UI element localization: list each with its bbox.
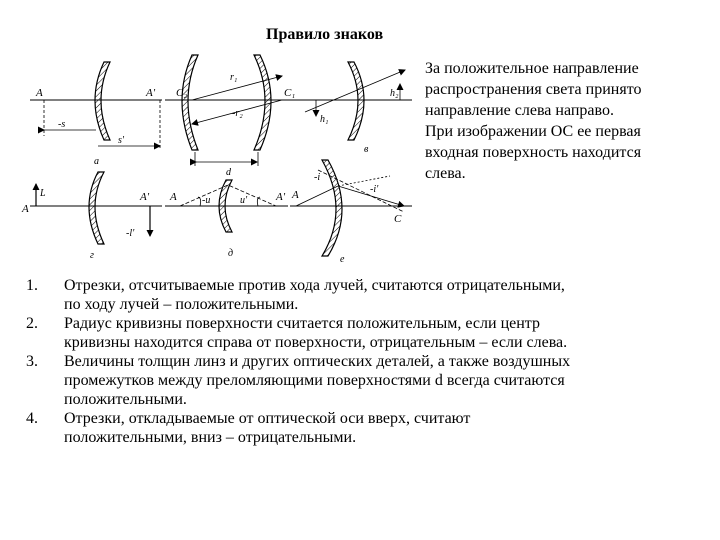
point-A-label: A <box>292 189 299 201</box>
r1-label: r₁ <box>230 72 238 83</box>
rule-item <box>26 409 716 447</box>
point-A-prime-label: A' <box>140 191 150 203</box>
panel-a <box>30 62 162 167</box>
sign-convention-figure <box>0 40 420 270</box>
u-label: -u <box>202 195 211 206</box>
lens-surface <box>322 160 342 256</box>
rule-text-line: положительными, вниз – отрицательными. <box>64 429 357 446</box>
rule-text <box>64 314 716 352</box>
lens-surface-1 <box>182 55 198 150</box>
rule-number: 4. <box>26 410 38 427</box>
rule-text-line: положительными. <box>64 391 187 408</box>
rule-text <box>64 409 716 447</box>
point-A-prime-label: A' <box>276 191 286 203</box>
panel-g-caption: г <box>90 250 94 261</box>
lens-surface <box>95 62 110 140</box>
side-note-line: При изображении ОС ее первая <box>425 123 641 140</box>
side-note-line: распространения света принято <box>425 81 642 98</box>
panel-e <box>290 160 412 265</box>
l-prime-label: -l' <box>126 228 135 239</box>
rules-list <box>26 276 716 447</box>
rule-text <box>64 276 716 314</box>
c1-label: C₁ <box>284 87 296 99</box>
i-label: -i <box>314 172 321 183</box>
rule-text-line: по ходу лучей – положительными. <box>64 296 299 313</box>
panel-v <box>300 62 412 155</box>
panel-a-caption: а <box>94 156 99 167</box>
c2-label: C₂ <box>176 87 188 99</box>
L-label: L <box>40 188 46 199</box>
panel-d <box>165 180 288 259</box>
rule-text-line: промежутков между преломляющими поверхностями d всегда считаются <box>64 372 565 389</box>
i-prime-label: -i' <box>370 184 379 195</box>
rule-text-line: Отрезки, откладываемые от оптической оси вверх, считают <box>64 410 471 427</box>
rule-text-line: Радиус кривизны поверхности считается положительным, если центр <box>64 315 540 332</box>
rule-text-line: Отрезки, отсчитываемые против хода лучей, считаются отрицательными, <box>64 277 565 294</box>
side-note <box>425 58 715 184</box>
s-prime-label: s' <box>118 135 125 146</box>
s-label: -s <box>58 119 66 130</box>
panel-b <box>165 55 308 178</box>
h1-label: h₁ <box>320 114 329 125</box>
panel-g <box>21 172 162 261</box>
point-A-prime-label: A' <box>146 87 156 99</box>
lens-surface-2 <box>254 55 271 150</box>
point-A-label: A <box>36 87 43 99</box>
h2-label: h₂ <box>390 88 399 99</box>
rule-text-line: кривизны находится справа от поверхности, отрицательным – если слева. <box>64 334 568 351</box>
side-note-line: входная поверхность находится <box>425 144 642 161</box>
panel-d-caption: д <box>228 248 234 259</box>
u-prime-label: u' <box>240 195 248 206</box>
rule-item <box>26 352 716 409</box>
rule-number: 3. <box>26 353 38 370</box>
r2-label: -r₂ <box>232 108 243 119</box>
side-note-line: слева. <box>425 165 466 182</box>
lens-surface <box>89 172 104 244</box>
rule-number: 2. <box>26 315 38 332</box>
point-A-label: A <box>22 203 29 215</box>
rule-number: 1. <box>26 277 38 294</box>
thickness-d-label: d <box>226 167 231 178</box>
side-note-line: направление слева направо. <box>425 102 614 119</box>
panel-v-caption: в <box>364 144 369 155</box>
center-C-label: C <box>394 213 402 225</box>
rule-item <box>26 314 716 352</box>
point-A-label: A <box>170 191 177 203</box>
rule-text-line: Величины толщин линз и других оптических деталей, а также воздушных <box>64 353 571 370</box>
lens-surface <box>348 62 364 140</box>
rule-item <box>26 276 716 314</box>
slide-title: Правило знаков <box>266 26 384 43</box>
panel-e-caption: е <box>340 254 345 265</box>
side-note-line: За положительное направление <box>425 60 639 77</box>
rule-text <box>64 352 716 409</box>
